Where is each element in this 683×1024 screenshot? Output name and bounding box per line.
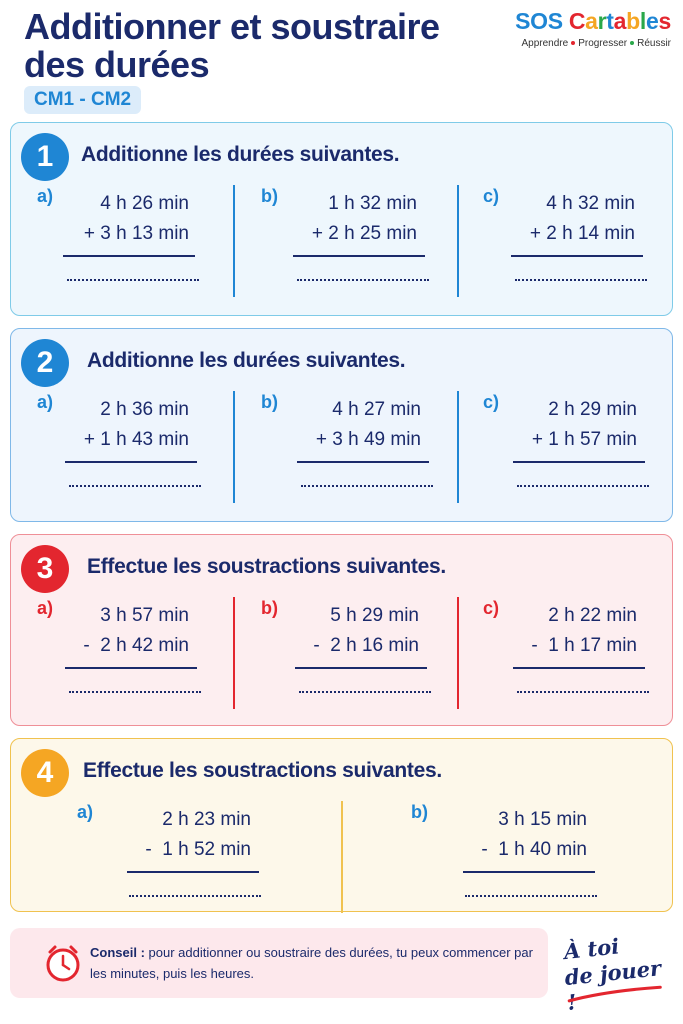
result-rule [65,461,197,463]
operand-2: + 3 h 49 min [315,429,421,450]
operand-2: + 1 h 43 min [83,429,189,450]
exercise-section-2 [10,328,673,522]
exercise-item [235,387,455,507]
exercise-letter: a) [37,186,54,206]
operand-2: + 2 h 25 min [311,223,417,244]
result-rule [63,255,195,257]
page-title [24,8,440,84]
answer-blank[interactable] [301,479,433,487]
result-rule [65,667,197,669]
section-heading: Additionne les durées suivantes. [81,143,400,166]
answer-blank[interactable] [517,685,649,693]
section-number: 2 [21,339,69,387]
page-title-line1: Additionner et soustraire [24,6,440,47]
exercise-item [457,181,677,301]
operand-1: 2 h 23 min [162,809,251,830]
exercise-item [11,387,231,507]
exercise-item [457,387,677,507]
tagline-dot [571,41,575,45]
column-divider [341,801,343,913]
result-rule [293,255,425,257]
result-rule [295,667,427,669]
tip-text [90,942,540,984]
tip-label: Conseil : [90,945,145,960]
section-number: 4 [21,749,69,797]
exercise-item [385,797,605,917]
answer-blank[interactable] [465,889,597,897]
operand-1: 3 h 57 min [100,605,189,626]
operand-1: 2 h 22 min [548,605,637,626]
answer-blank[interactable] [129,889,261,897]
operand-1: 4 h 27 min [332,399,421,420]
tagline-dot [630,41,634,45]
exercise-letter: a) [77,802,94,822]
exercise-section-4 [10,738,673,912]
call-to-action [553,926,676,1015]
brand-letter: s [658,8,671,34]
exercise-item [11,181,231,301]
operand-2: - 2 h 42 min [83,635,189,656]
brand-name-cartables [569,8,671,34]
tip-box [10,928,548,998]
exercise-item [235,593,455,713]
operand-1: 1 h 32 min [328,193,417,214]
operand-1: 3 h 15 min [498,809,587,830]
exercise-letter: b) [411,802,428,822]
exercise-letter: b) [261,186,278,206]
operand-1: 2 h 36 min [100,399,189,420]
answer-blank[interactable] [515,273,647,281]
brand-name [515,8,671,34]
tagline-word: Réussir [637,38,671,49]
result-rule [511,255,643,257]
answer-blank[interactable] [517,479,649,487]
result-rule [297,461,429,463]
answer-blank[interactable] [297,273,429,281]
exercise-item [457,593,677,713]
section-heading: Additionne les durées suivantes. [87,349,406,372]
result-rule [127,871,259,873]
exercise-letter: c) [483,598,500,618]
exercise-item [11,593,231,713]
exercise-section-3 [10,534,673,726]
page-title-line2: des durées [24,44,210,85]
operand-2: + 2 h 14 min [529,223,635,244]
result-rule [463,871,595,873]
brand-letter: t [606,8,614,34]
exercise-letter: c) [483,186,500,206]
answer-blank[interactable] [69,479,201,487]
operand-2: + 3 h 13 min [83,223,189,244]
result-rule [513,667,645,669]
brand-letter: l [639,8,646,34]
brand-tagline [515,38,671,49]
operand-2: - 2 h 16 min [313,635,419,656]
operand-1: 4 h 32 min [546,193,635,214]
cta-line1: À toi [562,933,621,965]
operand-1: 5 h 29 min [330,605,419,626]
exercise-item [51,797,271,917]
operand-1: 4 h 26 min [100,193,189,214]
exercise-letter: b) [261,392,278,412]
cta-line2: de jouer ! [563,955,663,1015]
tagline-word: Progresser [578,38,628,49]
tip-body: pour additionner ou soustraire des durées, tu peux commencer par les minutes, puis les heures. [90,945,533,981]
exercise-letter: c) [483,392,500,412]
exercise-section-1 [10,122,673,316]
brand-letter: a [613,8,627,34]
section-number: 3 [21,545,69,593]
exercise-item [235,181,455,301]
brand-letter: r [597,8,607,34]
operand-2: + 1 h 57 min [531,429,637,450]
section-number: 1 [21,133,69,181]
brand-letter: e [646,8,659,34]
tagline-word: Apprendre [521,38,569,49]
section-heading: Effectue les soustractions suivantes. [87,555,446,578]
exercise-letter: a) [37,392,54,412]
result-rule [513,461,645,463]
clock-icon [40,940,86,986]
brand-letter: a [585,8,598,34]
operand-2: - 1 h 17 min [531,635,637,656]
brand-letter: b [626,8,640,34]
level-badge: CM1 - CM2 [24,86,141,114]
answer-blank[interactable] [299,685,431,693]
operand-2: - 1 h 52 min [145,839,251,860]
section-heading: Effectue les soustractions suivantes. [83,759,442,782]
brand-logo [515,8,671,49]
brand-letter: C [568,8,586,34]
exercise-letter: a) [37,598,54,618]
operand-2: - 1 h 40 min [481,839,587,860]
answer-blank[interactable] [67,273,199,281]
exercise-letter: b) [261,598,278,618]
operand-1: 2 h 29 min [548,399,637,420]
brand-name-sos: SOS [515,8,563,34]
answer-blank[interactable] [69,685,201,693]
